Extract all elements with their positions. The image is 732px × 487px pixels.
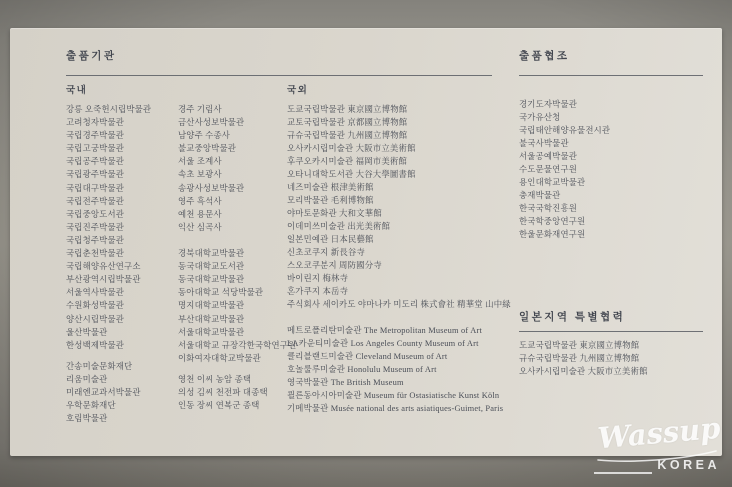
watermark-underline [594, 472, 652, 474]
list-item: 송광사성보박물관 [178, 183, 245, 193]
list-item: 국립춘천박물관 [66, 249, 125, 259]
list-item: 주식회사 세이카도 야마나카 미도리 株式會社 精華堂 山中緑 [287, 300, 511, 309]
list-item: 국립중앙도서관 [66, 209, 125, 219]
list-item: 영천 이씨 농암 종택 [178, 375, 252, 385]
list-item: 부산광역시립박물관 [66, 275, 141, 285]
list-item: 수도문물연구원 [519, 165, 578, 174]
credits-panel [10, 28, 722, 456]
watermark-wassup-korea [590, 410, 728, 482]
list-item: 바이린지 梅林寺 [287, 274, 349, 283]
list-item: 기메박물관 Musée national des arts asiatiques-Guimet, Paris [287, 404, 504, 413]
list-item: 규슈국립박물관 九州國立博物館 [287, 131, 408, 140]
list-item: 한성백제박물관 [66, 340, 125, 350]
list-item: 오사카시립미술관 大阪市立美術館 [287, 144, 416, 153]
domestic-list-foundations [66, 360, 141, 425]
list-item: 클리블랜드미술관 Cleveland Museum of Art [287, 352, 448, 361]
list-item: 수원화성박물관 [66, 301, 125, 311]
list-item [287, 311, 511, 324]
list-item: 신초코쿠지 新長谷寺 [287, 248, 366, 257]
list-item: 인동 장씨 연복군 종택 [178, 401, 260, 411]
list-item: 불교중앙박물관 [178, 144, 237, 154]
watermark-korea-label: KOREA [657, 458, 720, 472]
list-item: LA카운티미술관 Los Angeles County Museum of Art [287, 339, 479, 348]
list-item: 한울문화재연구원 [519, 230, 586, 239]
divider-right [519, 75, 703, 76]
list-item: 서울대학교 규장각한국학연구원 [178, 340, 297, 350]
list-item: 간송미술문화재단 [66, 362, 133, 371]
list-item: 일본민예관 日本民藝館 [287, 235, 374, 244]
list-item: 네즈미술관 根津美術館 [287, 183, 374, 192]
cooperation-list [519, 98, 610, 241]
list-item: 금산사성보박물관 [178, 118, 245, 128]
list-item: 혼가쿠지 本岳寺 [287, 287, 349, 296]
list-item: 오사카시립미술관 大阪市立美術館 [519, 367, 648, 376]
list-item: 한국학중앙연구원 [519, 217, 586, 226]
list-item: 국립청주박물관 [66, 235, 125, 245]
domestic-list-head-houses [178, 360, 268, 412]
list-item: 양산시립박물관 [66, 314, 125, 324]
list-item: 명지대학교박물관 [178, 301, 245, 311]
list-item: 후쿠오카시미술관 福岡市美術館 [287, 157, 408, 166]
list-item: 리움미술관 [66, 375, 108, 385]
list-item: 도쿄국립박물관 東京國立博物館 [287, 105, 408, 114]
list-item: 서울공예박물관 [519, 152, 578, 161]
list-item: 국립광주박물관 [66, 170, 125, 180]
section-title-contributing-institutions: 출품기관 [66, 51, 117, 62]
list-item: 국립공주박물관 [66, 157, 125, 167]
list-item: 불국사박물관 [519, 139, 569, 148]
list-item: 국립진주박물관 [66, 222, 125, 232]
list-item: 용인대학교박물관 [519, 178, 586, 187]
list-item: 한국국학진흥원 [519, 204, 578, 213]
japan-special-list [519, 339, 648, 378]
list-item: 부산대학교박물관 [178, 314, 245, 324]
list-item: 국가유산청 [519, 113, 561, 122]
subsection-title-overseas: 국외 [287, 86, 309, 96]
list-item: 동국대학교박물관 [178, 275, 245, 285]
section-title-japan-special-cooperation: 일본지역 특별협력 [519, 312, 626, 323]
list-item: 경주 기림사 [178, 105, 222, 114]
list-item: 국립태안해양유물전시관 [519, 126, 611, 135]
list-item: 야마토문화관 大和文華館 [287, 209, 382, 218]
list-item: 국립경주박물관 [66, 131, 125, 141]
list-item: 남양주 수종사 [178, 131, 231, 141]
list-item [178, 234, 296, 247]
overseas-list [287, 103, 511, 415]
list-item: 영국박물관 The British Museum [287, 378, 404, 387]
list-item: 서울역사박물관 [66, 288, 125, 298]
list-item: 의성 김씨 천전파 대종택 [178, 388, 268, 398]
list-item: 국립대구박물관 [66, 183, 125, 193]
list-item: 규슈국립박물관 九州國立博物館 [519, 354, 640, 363]
list-item: 서울 조계사 [178, 157, 222, 167]
list-item: 고려청자박물관 [66, 118, 125, 128]
subsection-title-domestic: 국내 [66, 86, 88, 96]
divider-left [66, 75, 492, 76]
list-item: 동아대학교 석당박물관 [178, 288, 264, 298]
list-item: 동국대학교도서관 [178, 262, 245, 272]
list-item: 이데미쓰미술관 出光美術館 [287, 222, 391, 231]
list-item: 국립전주박물관 [66, 196, 125, 206]
list-item: 국립해양유산연구소 [66, 262, 141, 272]
divider-japan [519, 331, 703, 332]
list-item: 쾰른동아시아미술관 Museum für Ostasiatische Kunst Köln [287, 391, 500, 400]
list-item [178, 360, 268, 373]
list-item: 교토국립박물관 京都國立博物館 [287, 118, 408, 127]
domestic-list-col1 [66, 103, 151, 352]
list-item: 경기도자박물관 [519, 100, 578, 109]
list-item: 익산 심곡사 [178, 222, 222, 232]
list-item: 영주 흑석사 [178, 196, 222, 206]
list-item: 울산박물관 [66, 327, 108, 337]
list-item: 경북대학교박물관 [178, 249, 245, 259]
list-item: 서울대학교박물관 [178, 327, 245, 337]
domestic-list-col2 [178, 103, 296, 365]
list-item: 도쿄국립박물관 東京國立博物館 [519, 341, 640, 350]
list-item: 호놀룰루미술관 Honolulu Museum of Art [287, 365, 437, 374]
list-item: 충재박물관 [519, 191, 561, 200]
list-item: 오타니대학도서관 大谷大學圖書館 [287, 170, 416, 179]
list-item: 이화여자대학교박물관 [178, 353, 261, 363]
list-item: 모리박물관 毛利博物館 [287, 196, 374, 205]
list-item: 스오코쿠분지 周防國分寺 [287, 261, 382, 270]
list-item: 국립고궁박물관 [66, 144, 125, 154]
section-title-exhibit-cooperation: 출품협조 [519, 51, 570, 62]
list-item: 예천 용문사 [178, 209, 222, 219]
list-item: 속초 보광사 [178, 170, 222, 180]
list-item: 호림박물관 [66, 414, 108, 424]
list-item: 강릉 오죽헌시립박물관 [66, 105, 152, 114]
list-item: 우학문화재단 [66, 401, 116, 411]
list-item: 메트로폴리탄미술관 The Metropolitan Museum of Art [287, 326, 483, 335]
watermark-script-text: Wassup [596, 410, 722, 456]
list-item: 미래엔교과서박물관 [66, 388, 141, 398]
